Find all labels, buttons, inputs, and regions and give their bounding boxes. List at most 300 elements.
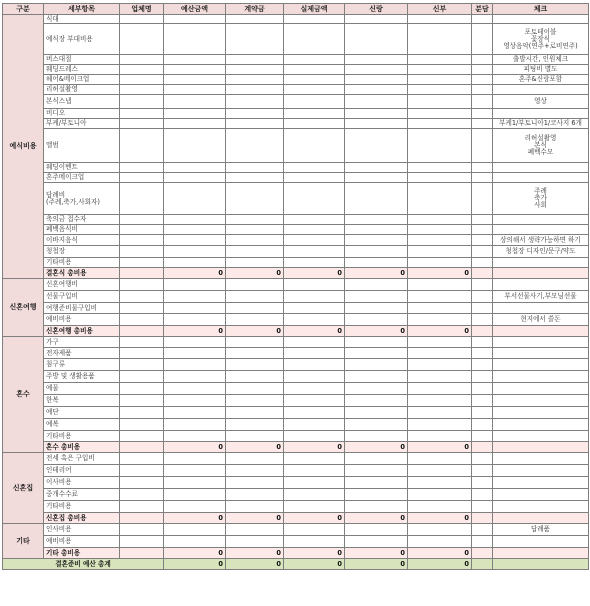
share-cell[interactable] [472, 163, 493, 173]
share-cell[interactable] [472, 225, 493, 235]
groom-cell[interactable] [345, 536, 408, 548]
bride-cell[interactable] [408, 246, 472, 258]
subtotal-actual[interactable]: 0 [284, 268, 345, 279]
share-cell[interactable] [472, 246, 493, 258]
budget-cell[interactable] [164, 65, 226, 75]
actual-cell[interactable] [284, 15, 345, 24]
item-label-cell[interactable]: 예물 [44, 383, 120, 395]
groom-cell[interactable] [345, 477, 408, 489]
deposit-cell[interactable] [226, 246, 284, 258]
deposit-cell[interactable] [226, 95, 284, 109]
actual-cell[interactable] [284, 65, 345, 75]
budget-cell[interactable] [164, 24, 226, 55]
budget-cell[interactable] [164, 395, 226, 407]
subtotal-bride[interactable]: 0 [408, 268, 472, 279]
deposit-cell[interactable] [226, 407, 284, 419]
item-label-cell[interactable]: 헤어&메이크업 [44, 75, 120, 85]
vendor-cell[interactable] [120, 75, 164, 85]
deposit-cell[interactable] [226, 163, 284, 173]
budget-cell[interactable] [164, 291, 226, 303]
vendor-cell[interactable] [120, 291, 164, 303]
share-cell[interactable] [472, 501, 493, 513]
bride-cell[interactable] [408, 183, 472, 215]
subtotal-bride[interactable]: 0 [408, 548, 472, 559]
actual-cell[interactable] [284, 431, 345, 442]
check-note-cell[interactable]: 혼주&신랑포함 [493, 75, 589, 85]
actual-cell[interactable] [284, 477, 345, 489]
groom-cell[interactable] [345, 383, 408, 395]
bride-cell[interactable] [408, 119, 472, 129]
item-label-cell[interactable]: 전자제품 [44, 348, 120, 359]
deposit-cell[interactable] [226, 215, 284, 225]
budget-cell[interactable] [164, 348, 226, 359]
budget-cell[interactable] [164, 258, 226, 268]
share-cell[interactable] [472, 314, 493, 326]
subtotal-bride[interactable]: 0 [408, 513, 472, 524]
actual-cell[interactable] [284, 258, 345, 268]
subtotal-budget[interactable]: 0 [164, 326, 226, 337]
vendor-cell[interactable] [120, 55, 164, 65]
subtotal-share-cell[interactable] [472, 268, 493, 279]
item-label-cell[interactable]: 선물구입비 [44, 291, 120, 303]
check-note-cell[interactable] [493, 477, 589, 489]
share-cell[interactable] [472, 337, 493, 348]
category-cell[interactable]: 예식비용 [3, 15, 44, 279]
check-note-cell[interactable] [493, 489, 589, 501]
check-note-cell[interactable]: 주례 축가 사회 [493, 183, 589, 215]
check-note-cell[interactable] [493, 85, 589, 95]
bride-cell[interactable] [408, 453, 472, 465]
item-label-cell[interactable]: 전세 혹은 구입비 [44, 453, 120, 465]
actual-cell[interactable] [284, 215, 345, 225]
check-note-cell[interactable] [493, 15, 589, 24]
bride-cell[interactable] [408, 477, 472, 489]
deposit-cell[interactable] [226, 24, 284, 55]
budget-cell[interactable] [164, 119, 226, 129]
actual-cell[interactable] [284, 303, 345, 314]
vendor-cell[interactable] [120, 65, 164, 75]
subtotal-share-cell[interactable] [472, 548, 493, 559]
item-label-cell[interactable]: 웨딩드레스 [44, 65, 120, 75]
subtotal-vendor-cell[interactable] [120, 513, 164, 524]
check-note-cell[interactable]: 부서선물사기,부모님선물 [493, 291, 589, 303]
budget-cell[interactable] [164, 489, 226, 501]
item-label-cell[interactable]: 혼주메이크업 [44, 173, 120, 183]
groom-cell[interactable] [345, 524, 408, 536]
share-cell[interactable] [472, 395, 493, 407]
bride-cell[interactable] [408, 65, 472, 75]
check-note-cell[interactable] [493, 371, 589, 383]
header-budget[interactable]: 예산금액 [164, 4, 226, 15]
bride-cell[interactable] [408, 163, 472, 173]
share-cell[interactable] [472, 453, 493, 465]
groom-cell[interactable] [345, 119, 408, 129]
item-label-cell[interactable]: 인테리어 [44, 465, 120, 477]
bride-cell[interactable] [408, 173, 472, 183]
check-note-cell[interactable] [493, 215, 589, 225]
groom-cell[interactable] [345, 24, 408, 55]
deposit-cell[interactable] [226, 348, 284, 359]
groom-cell[interactable] [345, 258, 408, 268]
check-note-cell[interactable] [493, 258, 589, 268]
share-cell[interactable] [472, 258, 493, 268]
subtotal-actual[interactable]: 0 [284, 513, 345, 524]
vendor-cell[interactable] [120, 258, 164, 268]
check-note-cell[interactable] [493, 337, 589, 348]
check-note-cell[interactable] [493, 536, 589, 548]
deposit-cell[interactable] [226, 371, 284, 383]
deposit-cell[interactable] [226, 337, 284, 348]
item-label-cell[interactable]: 기타비용 [44, 258, 120, 268]
budget-cell[interactable] [164, 215, 226, 225]
item-label-cell[interactable]: 이사비용 [44, 477, 120, 489]
share-cell[interactable] [472, 173, 493, 183]
bride-cell[interactable] [408, 314, 472, 326]
actual-cell[interactable] [284, 371, 345, 383]
item-label-cell[interactable]: 주방 및 생활용품 [44, 371, 120, 383]
vendor-cell[interactable] [120, 15, 164, 24]
item-label-cell[interactable]: 리허설촬영 [44, 85, 120, 95]
budget-cell[interactable] [164, 173, 226, 183]
bride-cell[interactable] [408, 225, 472, 235]
deposit-cell[interactable] [226, 419, 284, 431]
deposit-cell[interactable] [226, 258, 284, 268]
budget-cell[interactable] [164, 359, 226, 371]
bride-cell[interactable] [408, 85, 472, 95]
groom-cell[interactable] [345, 489, 408, 501]
deposit-cell[interactable] [226, 477, 284, 489]
category-cell[interactable]: 혼수 [3, 337, 44, 453]
groom-cell[interactable] [345, 173, 408, 183]
deposit-cell[interactable] [226, 291, 284, 303]
actual-cell[interactable] [284, 225, 345, 235]
bride-cell[interactable] [408, 303, 472, 314]
budget-cell[interactable] [164, 383, 226, 395]
actual-cell[interactable] [284, 395, 345, 407]
budget-cell[interactable] [164, 303, 226, 314]
header-vendor[interactable]: 업체명 [120, 4, 164, 15]
check-note-cell[interactable] [493, 359, 589, 371]
vendor-cell[interactable] [120, 129, 164, 163]
share-cell[interactable] [472, 489, 493, 501]
budget-cell[interactable] [164, 371, 226, 383]
vendor-cell[interactable] [120, 173, 164, 183]
share-cell[interactable] [472, 303, 493, 314]
bride-cell[interactable] [408, 337, 472, 348]
deposit-cell[interactable] [226, 235, 284, 246]
vendor-cell[interactable] [120, 431, 164, 442]
item-label-cell[interactable]: 답례비 (주례,축가,사회자) [44, 183, 120, 215]
share-cell[interactable] [472, 109, 493, 119]
item-label-cell[interactable]: 침구류 [44, 359, 120, 371]
total-bride[interactable]: 0 [408, 559, 472, 570]
bride-cell[interactable] [408, 395, 472, 407]
deposit-cell[interactable] [226, 55, 284, 65]
actual-cell[interactable] [284, 246, 345, 258]
bride-cell[interactable] [408, 258, 472, 268]
bride-cell[interactable] [408, 24, 472, 55]
vendor-cell[interactable] [120, 235, 164, 246]
groom-cell[interactable] [345, 109, 408, 119]
vendor-cell[interactable] [120, 183, 164, 215]
bride-cell[interactable] [408, 279, 472, 291]
subtotal-budget[interactable]: 0 [164, 442, 226, 453]
category-cell[interactable]: 신혼집 [3, 453, 44, 524]
deposit-cell[interactable] [226, 431, 284, 442]
check-note-cell[interactable] [493, 225, 589, 235]
groom-cell[interactable] [345, 225, 408, 235]
budget-cell[interactable] [164, 314, 226, 326]
deposit-cell[interactable] [226, 501, 284, 513]
actual-cell[interactable] [284, 235, 345, 246]
item-label-cell[interactable]: 폐백음식비 [44, 225, 120, 235]
share-cell[interactable] [472, 291, 493, 303]
budget-cell[interactable] [164, 246, 226, 258]
bride-cell[interactable] [408, 536, 472, 548]
share-cell[interactable] [472, 15, 493, 24]
share-cell[interactable] [472, 75, 493, 85]
check-note-cell[interactable]: 출발시간, 인원체크 [493, 55, 589, 65]
deposit-cell[interactable] [226, 314, 284, 326]
item-label-cell[interactable]: 식대 [44, 15, 120, 24]
subtotal-bride[interactable]: 0 [408, 326, 472, 337]
subtotal-budget[interactable]: 0 [164, 268, 226, 279]
vendor-cell[interactable] [120, 348, 164, 359]
share-cell[interactable] [472, 477, 493, 489]
groom-cell[interactable] [345, 129, 408, 163]
budget-cell[interactable] [164, 15, 226, 24]
vendor-cell[interactable] [120, 163, 164, 173]
subtotal-budget[interactable]: 0 [164, 513, 226, 524]
subtotal-groom[interactable]: 0 [345, 513, 408, 524]
check-note-cell[interactable] [493, 383, 589, 395]
share-cell[interactable] [472, 359, 493, 371]
item-label-cell[interactable]: 본식스냅 [44, 95, 120, 109]
item-label-cell[interactable]: 버스대절 [44, 55, 120, 65]
budget-cell[interactable] [164, 477, 226, 489]
check-note-cell[interactable]: 청첩장 디자인/문구/약도 [493, 246, 589, 258]
check-note-cell[interactable] [493, 501, 589, 513]
check-note-cell[interactable] [493, 348, 589, 359]
vendor-cell[interactable] [120, 489, 164, 501]
subtotal-share-cell[interactable] [472, 513, 493, 524]
item-label-cell[interactable]: 비디오 [44, 109, 120, 119]
deposit-cell[interactable] [226, 489, 284, 501]
groom-cell[interactable] [345, 235, 408, 246]
header-actual[interactable]: 실제금액 [284, 4, 345, 15]
bride-cell[interactable] [408, 215, 472, 225]
item-label-cell[interactable]: 인사비용 [44, 524, 120, 536]
item-label-cell[interactable]: 예비비용 [44, 536, 120, 548]
total-budget[interactable]: 0 [164, 559, 226, 570]
header-item[interactable]: 세부항목 [44, 4, 120, 15]
groom-cell[interactable] [345, 337, 408, 348]
groom-cell[interactable] [345, 246, 408, 258]
groom-cell[interactable] [345, 303, 408, 314]
deposit-cell[interactable] [226, 395, 284, 407]
subtotal-groom[interactable]: 0 [345, 326, 408, 337]
groom-cell[interactable] [345, 163, 408, 173]
actual-cell[interactable] [284, 383, 345, 395]
share-cell[interactable] [472, 371, 493, 383]
share-cell[interactable] [472, 55, 493, 65]
groom-cell[interactable] [345, 291, 408, 303]
share-cell[interactable] [472, 348, 493, 359]
check-note-cell[interactable] [493, 279, 589, 291]
vendor-cell[interactable] [120, 536, 164, 548]
budget-cell[interactable] [164, 235, 226, 246]
actual-cell[interactable] [284, 119, 345, 129]
item-label-cell[interactable]: 가구 [44, 337, 120, 348]
groom-cell[interactable] [345, 279, 408, 291]
budget-cell[interactable] [164, 225, 226, 235]
total-deposit[interactable]: 0 [226, 559, 284, 570]
budget-cell[interactable] [164, 407, 226, 419]
vendor-cell[interactable] [120, 85, 164, 95]
budget-cell[interactable] [164, 419, 226, 431]
item-label-cell[interactable]: 예복 [44, 419, 120, 431]
item-label-cell[interactable]: 여행준비물구입비 [44, 303, 120, 314]
item-label-cell[interactable]: 예식장 부대비용 [44, 24, 120, 55]
bride-cell[interactable] [408, 419, 472, 431]
deposit-cell[interactable] [226, 183, 284, 215]
bride-cell[interactable] [408, 489, 472, 501]
vendor-cell[interactable] [120, 279, 164, 291]
deposit-cell[interactable] [226, 303, 284, 314]
subtotal-groom[interactable]: 0 [345, 548, 408, 559]
budget-cell[interactable] [164, 501, 226, 513]
share-cell[interactable] [472, 129, 493, 163]
item-label-cell[interactable]: 웨딩이벤트 [44, 163, 120, 173]
check-note-cell[interactable]: 피팅비 별도 [493, 65, 589, 75]
subtotal-share-cell[interactable] [472, 326, 493, 337]
check-note-cell[interactable] [493, 395, 589, 407]
vendor-cell[interactable] [120, 465, 164, 477]
groom-cell[interactable] [345, 75, 408, 85]
bride-cell[interactable] [408, 383, 472, 395]
vendor-cell[interactable] [120, 419, 164, 431]
item-label-cell[interactable]: 기타비용 [44, 501, 120, 513]
header-deposit[interactable]: 계약금 [226, 4, 284, 15]
bride-cell[interactable] [408, 465, 472, 477]
actual-cell[interactable] [284, 453, 345, 465]
actual-cell[interactable] [284, 489, 345, 501]
bride-cell[interactable] [408, 95, 472, 109]
vendor-cell[interactable] [120, 225, 164, 235]
groom-cell[interactable] [345, 15, 408, 24]
vendor-cell[interactable] [120, 407, 164, 419]
budget-cell[interactable] [164, 524, 226, 536]
groom-cell[interactable] [345, 465, 408, 477]
bride-cell[interactable] [408, 291, 472, 303]
budget-cell[interactable] [164, 75, 226, 85]
budget-cell[interactable] [164, 465, 226, 477]
groom-cell[interactable] [345, 65, 408, 75]
deposit-cell[interactable] [226, 173, 284, 183]
subtotal-groom[interactable]: 0 [345, 268, 408, 279]
groom-cell[interactable] [345, 348, 408, 359]
budget-cell[interactable] [164, 109, 226, 119]
share-cell[interactable] [472, 419, 493, 431]
deposit-cell[interactable] [226, 383, 284, 395]
deposit-cell[interactable] [226, 129, 284, 163]
vendor-cell[interactable] [120, 359, 164, 371]
actual-cell[interactable] [284, 183, 345, 215]
vendor-cell[interactable] [120, 109, 164, 119]
subtotal-check-cell[interactable] [493, 326, 589, 337]
share-cell[interactable] [472, 119, 493, 129]
subtotal-check-cell[interactable] [493, 442, 589, 453]
deposit-cell[interactable] [226, 359, 284, 371]
groom-cell[interactable] [345, 501, 408, 513]
deposit-cell[interactable] [226, 15, 284, 24]
actual-cell[interactable] [284, 291, 345, 303]
actual-cell[interactable] [284, 55, 345, 65]
bride-cell[interactable] [408, 15, 472, 24]
subtotal-deposit[interactable]: 0 [226, 326, 284, 337]
actual-cell[interactable] [284, 359, 345, 371]
share-cell[interactable] [472, 465, 493, 477]
actual-cell[interactable] [284, 109, 345, 119]
category-cell[interactable]: 신혼여행 [3, 279, 44, 337]
bride-cell[interactable] [408, 348, 472, 359]
deposit-cell[interactable] [226, 279, 284, 291]
check-note-cell[interactable] [493, 407, 589, 419]
subtotal-bride[interactable]: 0 [408, 442, 472, 453]
check-note-cell[interactable] [493, 465, 589, 477]
vendor-cell[interactable] [120, 24, 164, 55]
vendor-cell[interactable] [120, 477, 164, 489]
deposit-cell[interactable] [226, 225, 284, 235]
actual-cell[interactable] [284, 501, 345, 513]
subtotal-check-cell[interactable] [493, 513, 589, 524]
actual-cell[interactable] [284, 163, 345, 173]
vendor-cell[interactable] [120, 303, 164, 314]
budget-cell[interactable] [164, 95, 226, 109]
share-cell[interactable] [472, 536, 493, 548]
share-cell[interactable] [472, 235, 493, 246]
category-cell[interactable]: 기타 [3, 524, 44, 559]
bride-cell[interactable] [408, 371, 472, 383]
actual-cell[interactable] [284, 337, 345, 348]
subtotal-vendor-cell[interactable] [120, 442, 164, 453]
budget-cell[interactable] [164, 337, 226, 348]
check-note-cell[interactable]: 상의해서 생략가능하면 하기 [493, 235, 589, 246]
share-cell[interactable] [472, 407, 493, 419]
actual-cell[interactable] [284, 24, 345, 55]
actual-cell[interactable] [284, 279, 345, 291]
groom-cell[interactable] [345, 359, 408, 371]
budget-cell[interactable] [164, 279, 226, 291]
vendor-cell[interactable] [120, 314, 164, 326]
subtotal-deposit[interactable]: 0 [226, 268, 284, 279]
budget-cell[interactable] [164, 536, 226, 548]
actual-cell[interactable] [284, 314, 345, 326]
item-label-cell[interactable]: 이바지음식 [44, 235, 120, 246]
check-note-cell[interactable]: 현지에서 쓸돈 [493, 314, 589, 326]
header-check[interactable]: 체크 [493, 4, 589, 15]
item-label-cell[interactable]: 청첩장 [44, 246, 120, 258]
check-note-cell[interactable]: 포토테이블 꽃장식 영상음악(연주+로비연주) [493, 24, 589, 55]
check-note-cell[interactable]: 답례품 [493, 524, 589, 536]
groom-cell[interactable] [345, 453, 408, 465]
deposit-cell[interactable] [226, 119, 284, 129]
vendor-cell[interactable] [120, 453, 164, 465]
item-label-cell[interactable]: 예비비용 [44, 314, 120, 326]
vendor-cell[interactable] [120, 337, 164, 348]
budget-cell[interactable] [164, 431, 226, 442]
bride-cell[interactable] [408, 129, 472, 163]
